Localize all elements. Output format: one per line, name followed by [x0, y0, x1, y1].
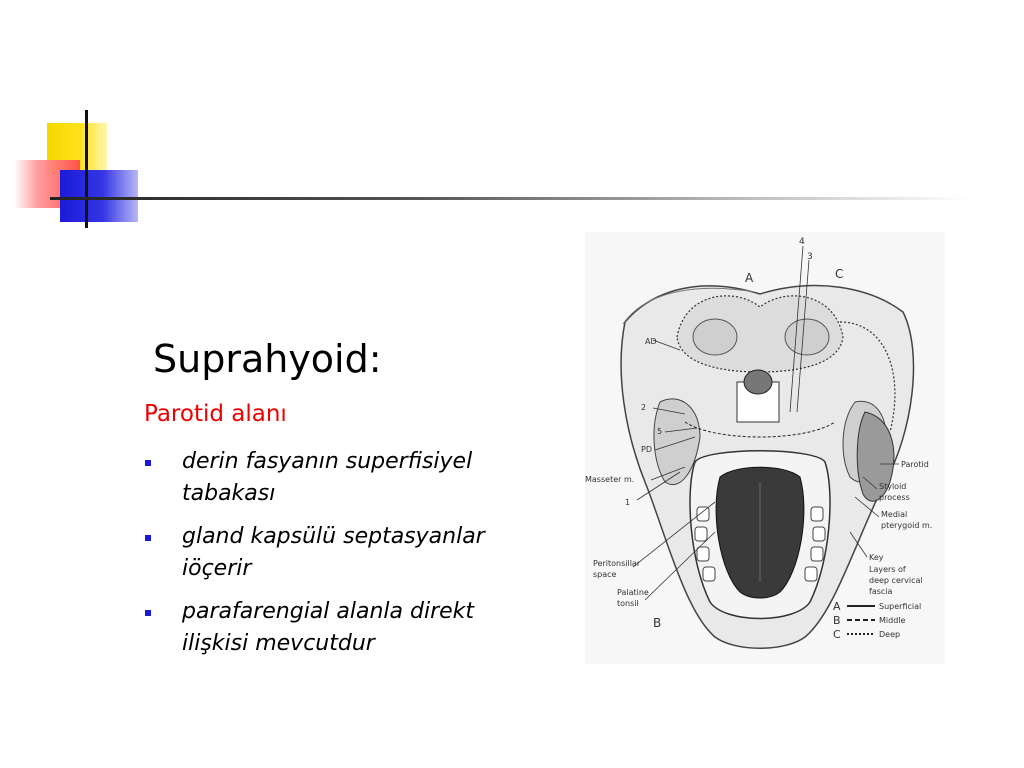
- figure-label: 1: [625, 498, 631, 507]
- figure-label: fascia: [869, 587, 893, 596]
- slide-title: Suprahyoid:: [153, 337, 382, 381]
- figure-label: Parotid: [901, 460, 929, 469]
- figure-label: Masseter m.: [585, 475, 635, 484]
- anatomy-illustration: [585, 232, 945, 664]
- figure-label: 3: [807, 252, 813, 262]
- figure-label: pterygoid m.: [881, 521, 933, 530]
- bullet-text: parafarengial alanla direkt: [182, 599, 475, 624]
- figure-label: Styloid: [879, 482, 907, 491]
- figure-label: Superficial: [879, 602, 922, 611]
- slide-subtitle: Parotid alanı: [144, 401, 287, 427]
- figure-label: Key: [869, 553, 884, 562]
- figure-label: C: [835, 267, 844, 281]
- bullet-text: gland kapsülü septasyanlar: [182, 524, 485, 549]
- figure-label: Peritonsillar: [593, 559, 641, 568]
- decor-blue-square: [60, 170, 138, 222]
- figure-label: tonsil: [617, 599, 639, 608]
- figure-label: AD: [645, 337, 657, 346]
- decor-vertical-line: [85, 110, 88, 228]
- bullet-item: [144, 521, 554, 585]
- bullet-text: ilişkisi mevcutdur: [182, 631, 375, 656]
- bullet-marker-icon: [145, 610, 151, 616]
- figure-label: 5: [657, 427, 663, 436]
- figure-label: Layers of: [869, 565, 906, 574]
- figure-label: C: [833, 628, 841, 641]
- figure-label: B: [653, 616, 662, 630]
- figure-label: Deep: [879, 630, 901, 639]
- bullet-marker-icon: [145, 460, 151, 466]
- figure-label: A: [745, 271, 754, 285]
- figure-label: process: [879, 493, 910, 502]
- figure-label: space: [593, 570, 617, 579]
- figure-label: deep cervical: [869, 576, 923, 585]
- figure-label: A: [833, 600, 841, 613]
- figure-label: Medial: [881, 510, 908, 519]
- decor-horizontal-rule: [50, 197, 970, 200]
- bullet-item: [144, 446, 554, 510]
- bullet-text: derin fasyanın superfisiyel: [182, 449, 473, 474]
- bullet-marker-icon: [145, 535, 151, 541]
- figure-label: Middle: [879, 616, 906, 625]
- bullet-item: [144, 596, 554, 660]
- bullet-list: [144, 446, 554, 671]
- figure-label: 2: [641, 403, 647, 412]
- bullet-text: tabakası: [182, 481, 276, 506]
- bullet-text: iöçerir: [182, 556, 252, 581]
- figure-label: PD: [641, 445, 652, 454]
- figure-label: 4: [799, 237, 805, 247]
- figure-label: B: [833, 614, 841, 627]
- figure-label: Palatine: [617, 588, 649, 597]
